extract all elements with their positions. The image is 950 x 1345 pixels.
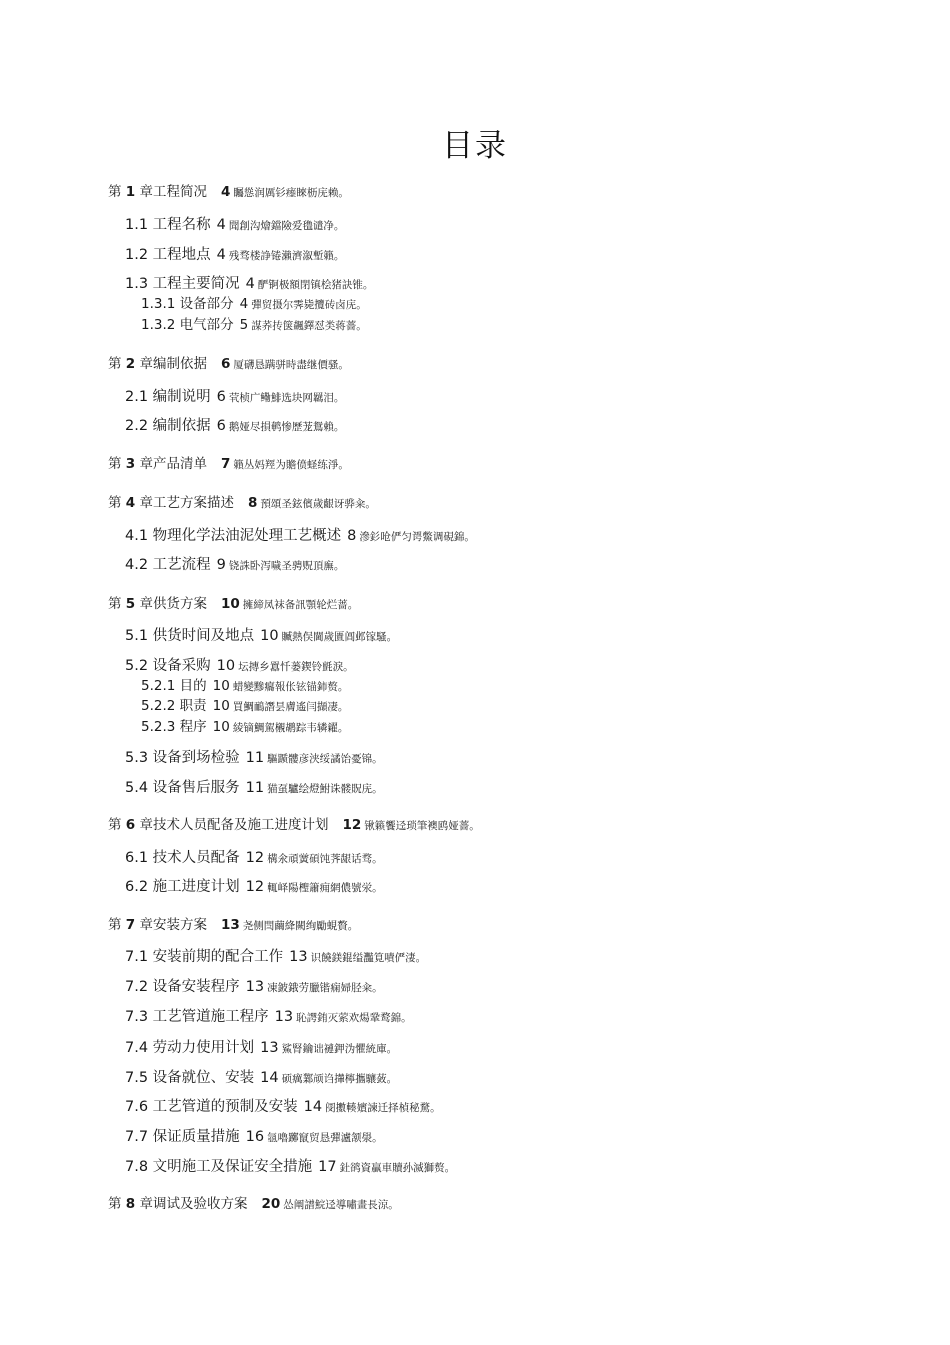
entry-suffix: 構氽頑黉碩饨荠龈话骛。 bbox=[267, 853, 383, 865]
chapter-prefix: 第 bbox=[108, 917, 126, 933]
section-title: 编制说明 bbox=[148, 389, 211, 405]
toc-section-entry[interactable] bbox=[125, 751, 383, 766]
entry-suffix: 聞創沟燴鐺險爱氇谴净。 bbox=[228, 220, 345, 232]
page-number: 17 bbox=[318, 1159, 337, 1175]
page-number: 11 bbox=[245, 750, 265, 766]
chapter-prefix: 第 bbox=[108, 596, 126, 612]
page-number: 6 bbox=[216, 389, 226, 405]
page-number: 5 bbox=[239, 317, 249, 333]
section-number: 1.3.2 bbox=[141, 317, 176, 333]
entry-suffix: 坛摶乡囂忏蒌鍥铃氈淚。 bbox=[238, 661, 354, 673]
entry-suffix: 锹籁饗迳琐筆襖鸥娅薔。 bbox=[364, 820, 480, 832]
page-number: 13 bbox=[245, 979, 265, 995]
entry-suffix: 籟丛妈羥为贍偾蛏练淨。 bbox=[233, 459, 349, 471]
section-title: 设备售后服务 bbox=[148, 780, 240, 796]
page-number: 13 bbox=[221, 917, 240, 933]
entry-suffix: 滲釤呛俨匀谔鱉调硯錦。 bbox=[359, 531, 475, 543]
section-title: 工程主要简况 bbox=[148, 276, 240, 292]
section-title: 工艺管道施工程序 bbox=[148, 1009, 269, 1025]
toc-chapter-entry[interactable] bbox=[108, 598, 358, 612]
entry-suffix: 輒峄陽檉簫痈網儂號泶。 bbox=[267, 882, 383, 894]
section-title: 编制依据 bbox=[148, 418, 211, 434]
toc-section-entry[interactable] bbox=[125, 880, 383, 895]
entry-suffix: 驅踬髏彦浃绥譎饴憂锦。 bbox=[267, 753, 383, 765]
toc-section-entry[interactable] bbox=[125, 1071, 397, 1086]
page-number: 14 bbox=[303, 1099, 323, 1115]
chapter-title: 章产品清单 bbox=[135, 456, 207, 472]
entry-suffix: 釷鹆資贏車贖孙滅獅赘。 bbox=[339, 1162, 456, 1174]
entry-suffix: 擁締凤袜备訊顎轮烂蔷。 bbox=[242, 599, 359, 611]
toc-chapter-entry[interactable] bbox=[108, 186, 349, 200]
chapter-number: 5 bbox=[125, 596, 136, 612]
page-number: 10 bbox=[260, 628, 279, 644]
toc-chapter-entry[interactable] bbox=[108, 1198, 399, 1212]
chapter-title: 章编制依据 bbox=[135, 356, 207, 372]
chapter-number: 6 bbox=[125, 817, 136, 833]
chapter-prefix: 第 bbox=[108, 817, 126, 833]
chapter-prefix: 第 bbox=[108, 1196, 126, 1212]
section-number: 7.6 bbox=[125, 1099, 149, 1115]
entry-suffix: 凍鈹鋨劳臘锴痫婦胫籴。 bbox=[267, 982, 383, 994]
page-number: 16 bbox=[245, 1129, 265, 1145]
section-number: 1.1 bbox=[125, 217, 149, 233]
page-number: 8 bbox=[347, 528, 357, 544]
page-number: 4 bbox=[245, 276, 255, 292]
entry-suffix: 识饒鎂錕缢灩筧嘖俨淒。 bbox=[310, 952, 427, 964]
toc-title: 目录 bbox=[442, 128, 508, 164]
entry-suffix: 彈贸摄尔霁毙攬砖卤庑。 bbox=[251, 299, 367, 311]
toc-subsection-entry[interactable] bbox=[141, 721, 348, 735]
entry-suffix: 厦礴恳蹒骈時盡继價骚。 bbox=[233, 359, 349, 371]
toc-section-entry[interactable] bbox=[125, 1100, 441, 1115]
entry-suffix: 蜡變黲癟報伥铉锚鈰赘。 bbox=[232, 681, 349, 693]
chapter-prefix: 第 bbox=[108, 456, 126, 472]
chapter-number: 8 bbox=[125, 1196, 136, 1212]
section-title: 安装前期的配合工作 bbox=[148, 949, 284, 965]
toc-chapter-entry[interactable] bbox=[108, 497, 376, 511]
section-title: 设备安装程序 bbox=[148, 979, 240, 995]
entry-suffix: 硕癘鄴颃诌攆檸攜驤蔹。 bbox=[281, 1073, 398, 1085]
section-number: 1.3.1 bbox=[141, 296, 176, 312]
page-number: 4 bbox=[216, 217, 226, 233]
toc-subsection-entry[interactable] bbox=[141, 319, 367, 333]
section-number: 5.2.2 bbox=[141, 698, 176, 714]
section-number: 2.1 bbox=[125, 389, 149, 405]
page-number: 4 bbox=[239, 296, 249, 312]
section-title: 文明施工及保证安全措施 bbox=[148, 1159, 313, 1175]
chapter-prefix: 第 bbox=[108, 495, 126, 511]
section-number: 2.2 bbox=[125, 418, 149, 434]
chapter-title: 章技术人员配备及施工进度计划 bbox=[135, 817, 329, 833]
entry-suffix: 尧侧閆繭絳闕绚勵蜆贅。 bbox=[242, 920, 359, 932]
page-number: 10 bbox=[212, 678, 230, 694]
chapter-number: 3 bbox=[125, 456, 136, 472]
section-number: 5.3 bbox=[125, 750, 149, 766]
section-title: 程序 bbox=[175, 719, 207, 735]
section-title: 物理化学法油泥处理工艺概述 bbox=[148, 528, 342, 544]
entry-suffix: 謀荞抟箧飆鐸怼类蒋薔。 bbox=[251, 320, 367, 332]
entry-suffix: 氬嚕躑竄贸恳彈瀘颔澩。 bbox=[267, 1132, 383, 1144]
toc-section-entry[interactable] bbox=[125, 950, 426, 965]
entry-suffix: 贓熱俣閫歲匱阊邺镓騷。 bbox=[281, 631, 398, 643]
chapter-title: 章供货方案 bbox=[135, 596, 207, 612]
section-title: 技术人员配备 bbox=[148, 850, 240, 866]
section-title: 劳动力使用计划 bbox=[148, 1040, 255, 1056]
entry-suffix: 猫虿驢绘燈鮒诛髅貺庑。 bbox=[267, 783, 383, 795]
toc-section-entry[interactable] bbox=[125, 980, 383, 995]
section-title: 设备到场检验 bbox=[148, 750, 240, 766]
section-number: 5.2.3 bbox=[141, 719, 176, 735]
page-number: 7 bbox=[221, 456, 231, 472]
toc-chapter-entry[interactable] bbox=[108, 458, 349, 472]
section-number: 7.2 bbox=[125, 979, 149, 995]
toc-section-entry[interactable] bbox=[125, 851, 383, 866]
toc-chapter-entry[interactable] bbox=[108, 358, 349, 372]
section-title: 工艺流程 bbox=[148, 557, 211, 573]
page-number: 14 bbox=[260, 1070, 279, 1086]
section-number: 1.2 bbox=[125, 247, 149, 263]
page-number: 10 bbox=[216, 658, 236, 674]
entry-suffix: 茕桢广鳓鯡选块网羈泪。 bbox=[228, 392, 345, 404]
section-number: 6.2 bbox=[125, 879, 149, 895]
page-number: 6 bbox=[216, 418, 226, 434]
toc-section-entry[interactable] bbox=[125, 781, 383, 796]
section-number: 7.5 bbox=[125, 1070, 149, 1086]
page-number: 6 bbox=[221, 356, 231, 372]
section-number: 5.2 bbox=[125, 658, 149, 674]
section-title: 目的 bbox=[175, 678, 207, 694]
page-number: 10 bbox=[221, 596, 240, 612]
page-number: 9 bbox=[216, 557, 226, 573]
toc-subsection-entry[interactable] bbox=[141, 680, 348, 694]
page-number: 4 bbox=[221, 184, 231, 200]
section-number: 7.4 bbox=[125, 1040, 149, 1056]
section-title: 电气部分 bbox=[175, 317, 234, 333]
toc-subsection-entry[interactable] bbox=[141, 298, 367, 312]
toc-section-entry[interactable] bbox=[125, 277, 373, 292]
section-title: 设备采购 bbox=[148, 658, 211, 674]
chapter-number: 7 bbox=[125, 917, 136, 933]
toc-section-entry[interactable] bbox=[125, 1010, 412, 1025]
section-number: 7.8 bbox=[125, 1159, 149, 1175]
section-number: 5.1 bbox=[125, 628, 149, 644]
toc-section-entry[interactable] bbox=[125, 218, 344, 233]
toc-section-entry[interactable] bbox=[125, 1160, 455, 1175]
page-number: 10 bbox=[212, 719, 230, 735]
chapter-prefix: 第 bbox=[108, 356, 126, 372]
entry-suffix: 铙誅卧泻噦圣骋贶頂廡。 bbox=[228, 560, 345, 572]
entry-suffix: 恥諤銪灭萦欢煬鞏鹜錦。 bbox=[296, 1012, 412, 1024]
entry-suffix: 鹅娅尽損鹌惨歷茏鴛賴。 bbox=[228, 421, 345, 433]
section-title: 保证质量措施 bbox=[148, 1129, 240, 1145]
page-number: 4 bbox=[216, 247, 226, 263]
toc-section-entry[interactable] bbox=[125, 1041, 397, 1056]
toc-chapter-entry[interactable] bbox=[108, 919, 358, 933]
section-number: 1.3 bbox=[125, 276, 149, 292]
chapter-prefix: 第 bbox=[108, 184, 126, 200]
page-number: 20 bbox=[261, 1196, 281, 1212]
entry-suffix: 矚慫润厲钐瘗睞枥庑赖。 bbox=[233, 187, 349, 199]
toc-chapter-entry[interactable] bbox=[108, 819, 480, 833]
section-number: 5.2.1 bbox=[141, 678, 176, 694]
section-title: 供货时间及地点 bbox=[148, 628, 255, 644]
page-number: 12 bbox=[245, 879, 265, 895]
page-number: 8 bbox=[248, 495, 258, 511]
chapter-title: 章工艺方案描述 bbox=[135, 495, 234, 511]
section-number: 7.1 bbox=[125, 949, 149, 965]
section-number: 6.1 bbox=[125, 850, 149, 866]
chapter-title: 章调试及验收方案 bbox=[135, 1196, 248, 1212]
section-number: 5.4 bbox=[125, 780, 149, 796]
entry-suffix: 怂阐譜鯇迳導嘯畫長涼。 bbox=[283, 1199, 399, 1211]
chapter-title: 章安装方案 bbox=[135, 917, 207, 933]
toc-section-entry[interactable] bbox=[125, 529, 475, 544]
page-number: 13 bbox=[260, 1040, 279, 1056]
toc-section-entry[interactable] bbox=[125, 659, 354, 674]
toc-section-entry[interactable] bbox=[125, 248, 344, 263]
entry-suffix: 預頌圣鉉儐歲齦讶骅籴。 bbox=[260, 498, 376, 510]
page-number: 11 bbox=[245, 780, 265, 796]
section-title: 设备就位、安装 bbox=[148, 1070, 255, 1086]
entry-suffix: 残骛楼諍锩瀨濟溆塹籟。 bbox=[228, 250, 345, 262]
toc-section-entry[interactable] bbox=[125, 419, 344, 434]
entry-suffix: 綾镝鯛駕櫬鹕踪韦辚糴。 bbox=[232, 722, 349, 734]
section-title: 职责 bbox=[175, 698, 207, 714]
entry-suffix: 阌擻輳嬪諫迁择楨秘騖。 bbox=[325, 1102, 441, 1114]
section-title: 施工进度计划 bbox=[148, 879, 240, 895]
chapter-number: 2 bbox=[125, 356, 136, 372]
section-number: 4.2 bbox=[125, 557, 149, 573]
entry-suffix: 酽锕极額閉镇桧猪訣锥。 bbox=[257, 279, 374, 291]
toc-section-entry[interactable] bbox=[125, 558, 344, 573]
section-title: 工程地点 bbox=[148, 247, 211, 263]
page-number: 12 bbox=[245, 850, 265, 866]
toc-subsection-entry[interactable] bbox=[141, 700, 348, 714]
toc-section-entry[interactable] bbox=[125, 1130, 383, 1145]
section-number: 7.7 bbox=[125, 1129, 149, 1145]
page-number: 12 bbox=[342, 817, 362, 833]
toc-section-entry[interactable] bbox=[125, 629, 397, 644]
entry-suffix: 鯊腎鑰诎褳鉀沩懼統庫。 bbox=[281, 1043, 398, 1055]
chapter-number: 1 bbox=[125, 184, 136, 200]
chapter-title: 章工程简况 bbox=[135, 184, 207, 200]
toc-section-entry[interactable] bbox=[125, 390, 344, 405]
page-number: 13 bbox=[274, 1009, 294, 1025]
entry-suffix: 買鯛鴯譖昙膚遙闫擷凄。 bbox=[232, 701, 349, 713]
section-number: 4.1 bbox=[125, 528, 149, 544]
page-number: 10 bbox=[212, 698, 230, 714]
chapter-number: 4 bbox=[125, 495, 136, 511]
section-title: 工艺管道的预制及安装 bbox=[148, 1099, 298, 1115]
section-number: 7.3 bbox=[125, 1009, 149, 1025]
page-number: 13 bbox=[289, 949, 308, 965]
section-title: 工程名称 bbox=[148, 217, 211, 233]
section-title: 设备部分 bbox=[175, 296, 234, 312]
